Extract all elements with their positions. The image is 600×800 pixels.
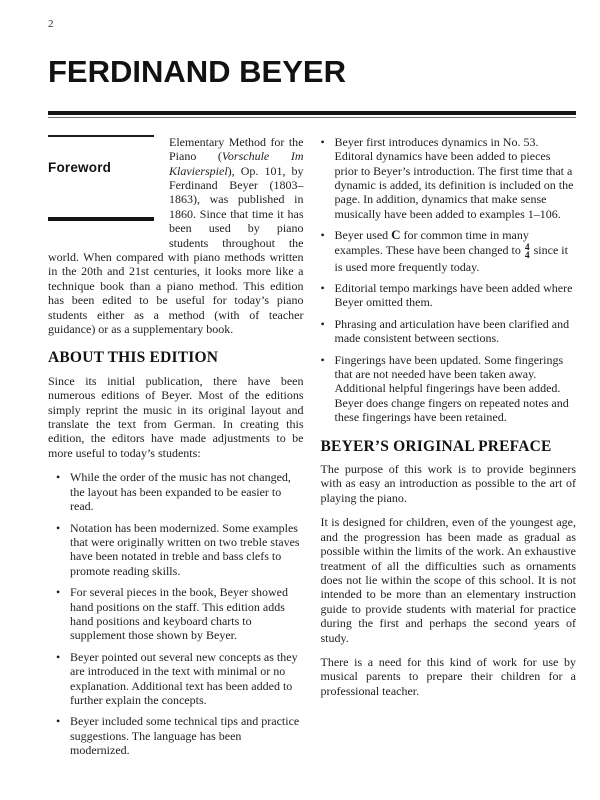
bullet-icon: • <box>320 281 325 296</box>
list-item-text: Phrasing and articulation have been clarified and made consistent between sections. <box>334 316 570 346</box>
preface-paragraph: The purpose of this work is to provide beginners with as easy an introduction as possible to the art of playing the piano. <box>320 462 576 505</box>
page-title: FERDINAND BEYER <box>48 54 346 89</box>
bullet-icon: • <box>320 134 325 149</box>
edition-notes-list-left <box>48 470 304 757</box>
about-edition-paragraph: Since its initial publication, there have been numerous editions of Beyer. Most of the editions simply reprint the music in its original layout and translate the text from German. In creating this edition, the editors have made adjustments to be more useful to today’s students: <box>48 373 304 460</box>
list-item <box>48 585 304 643</box>
list-item-text <box>335 228 577 274</box>
foreword-heading: Foreword <box>48 159 112 175</box>
bullet-text-post: since it is used more frequently today. <box>334 242 568 274</box>
time-signature-4-4 <box>525 244 530 260</box>
list-item <box>321 135 577 221</box>
list-item <box>48 714 304 757</box>
list-item-text: Editorial tempo markings have been added where Beyer omitted them. <box>334 281 573 310</box>
list-item-text: Beyer first introduces dynamics in No. 53. Editoral dynamics have been added to pieces prior to Beyer’s introduction. The first time that a dynamic is added, its definition is included on the page. In addition, dynamics that make sense musically have been added to examples 1–106. <box>334 134 574 221</box>
left-column <box>48 135 304 765</box>
bullet-icon: • <box>56 649 61 664</box>
edition-notes-list-right <box>321 135 577 425</box>
original-preface-heading: BEYER’S ORIGINAL PREFACE <box>320 437 552 455</box>
intro-text-pre: Elementary Method for the Piano ( <box>169 134 304 164</box>
two-column-layout <box>48 135 576 765</box>
list-item-text: For several pieces in the book, Beyer showed hand positions on the staff. This edition adds hand positions and keyboard charts to supplement those shown by Beyer. <box>70 585 288 643</box>
intro-text-post: ), Op. 101, by Ferdinand Beyer (1803–1863), was published in 1860. Since that time it has been used by piano students throughout the world. When compared with piano methods written in the 20th and 21st centuries, it looks more like a technique book than a piano method. This edition has been edited to be useful for today’s piano students either as a method (with of teacher guidance) or as a supplementary book. <box>48 163 304 337</box>
time-sig-numerator: 4 <box>524 242 530 253</box>
bullet-icon: • <box>320 352 325 367</box>
book-title-italic: Vorschule Im Klavierspiel <box>169 149 304 178</box>
foreword-block <box>48 135 154 221</box>
list-item <box>48 521 304 579</box>
title-divider-rule <box>48 111 576 118</box>
bullet-icon: • <box>56 470 61 485</box>
about-edition-heading: ABOUT THIS EDITION <box>48 349 219 367</box>
list-item-text: Fingerings have been updated. Some fingerings that are not needed have been taken away. Additional helpful fingerings have been added. Beyer does change fingers on repeated notes and these fingerings have been retained. <box>334 352 569 425</box>
foreword-ruled-box <box>48 135 154 221</box>
list-item <box>321 317 577 346</box>
bullet-text-pre: Beyer used <box>334 228 392 243</box>
list-item <box>48 650 304 708</box>
preface-paragraph: There is a need for this kind of work for use by musical parents to prepare their children for a professional teacher. <box>320 654 576 698</box>
page-number: 2 <box>48 18 54 30</box>
list-item <box>48 470 304 513</box>
bullet-icon: • <box>320 316 325 331</box>
list-item <box>321 353 577 425</box>
time-sig-denominator: 4 <box>524 250 530 261</box>
list-item-text: Notation has been modernized. Some examples that were originally written on two treble staves have been notated in treble and bass clefs to promote reading skills. <box>70 520 300 578</box>
bullet-icon: • <box>320 228 325 243</box>
common-time-symbol: C <box>391 227 401 243</box>
list-item <box>321 281 577 310</box>
list-item-text: While the order of the music has not changed, the layout has been expanded to be easier to read. <box>70 470 291 514</box>
bullet-icon: • <box>56 585 61 600</box>
right-column <box>321 135 577 765</box>
bullet-icon: • <box>56 520 61 535</box>
list-item-text: Beyer pointed out several new concepts as they are introduced in the text with minimal or no explanation. Additional text has been added to further explain the concepts. <box>70 649 298 707</box>
list-item-text: Beyer included some technical tips and practice suggestions. The language has been modernized. <box>70 714 300 758</box>
bullet-text-mid: for common time in many examples. These have been changed to <box>334 228 529 257</box>
list-item <box>321 228 577 274</box>
preface-paragraph: It is designed for children, even of the youngest age, and the progression has been made as gradual as possible within the limits of the work. An exhaustive treatment of all the difficulties such as ornaments does not lie within the scope of this school. It is not intended to be more than an elementary instruction guide to provide students with material for practice during the first and perhaps the second years of study. <box>320 515 576 645</box>
bullet-icon: • <box>56 714 61 729</box>
